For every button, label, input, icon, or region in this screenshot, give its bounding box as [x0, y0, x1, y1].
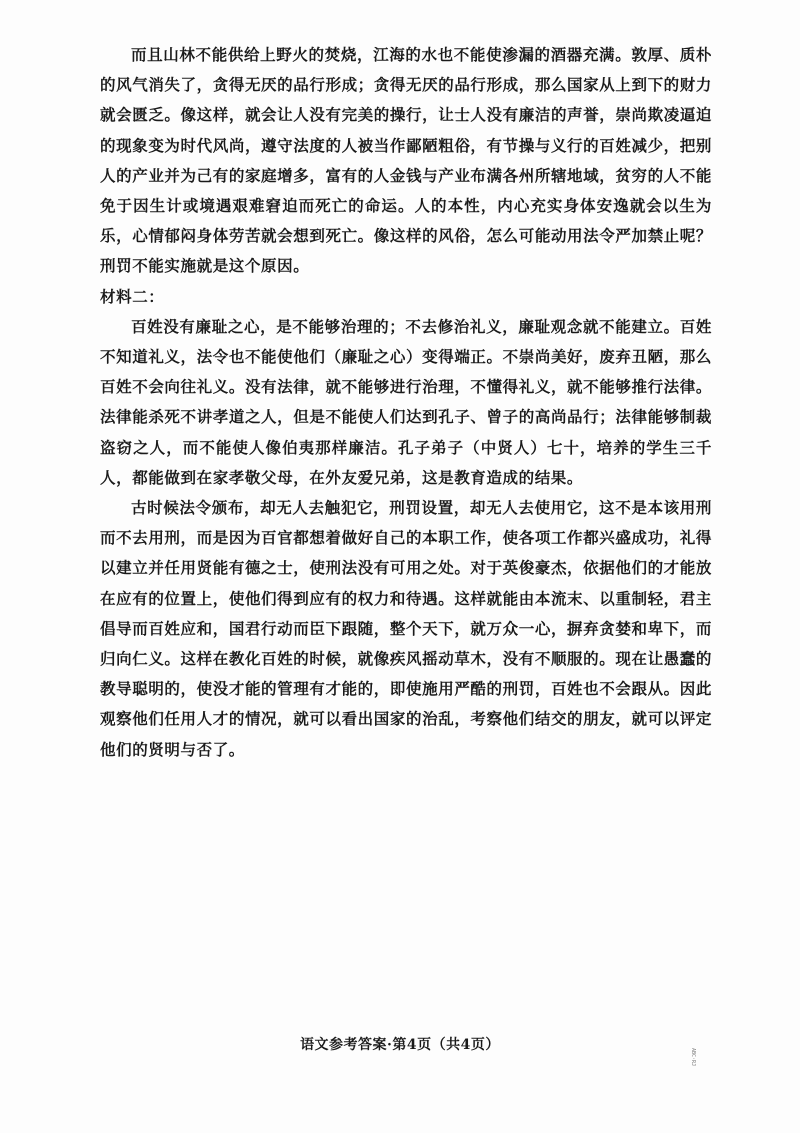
side-stamp: ABC·RJ — [690, 1048, 696, 1067]
paragraph-material-two-1: 百姓没有廉耻之心，是不能够治理的；不去修治礼义，廉耻观念就不能建立。百姓不知道礼义，法令也不能使他们（廉耻之心）变得端正。不崇尚美好，废弃丑陋，那么百姓不会向往礼义。没有法律，就不能够进行治理，不懂得礼义，就不能够推行法律。法律能杀死不讲孝道之人，但是不能使人们达到孔子、曾子的高尚品行；法律能够制裁盗窃之人，而不能使人像伯夷那样廉洁。孔子弟子（中贤人）七十，培养的学生三千人，都能做到在家孝敬父母，在外友爱兄弟，这是教育造成的结果。 — [100, 316, 712, 487]
page-footer: 语文参考答案·第4页（共4页） — [300, 1037, 500, 1053]
paragraph-material-two-2: 古时候法令颁布，却无人去触犯它，刑罚设置，却无人去使用它，这不是本该用刑而不去用刑，而是因为百官都想着做好自己的本职工作，使各项工作都兴盛成功，礼得以建立并任用贤能有德之士，使刑法没有可用之处。对于英俊豪杰，依据他们的才能放在应有的位置上，使他们得到应有的权力和待遇。这样就能由本流末、以重制轻，君主倡导而百姓应和，国君行动而臣下跟随，整个天下，就万众一心，摒弃贪婪和卑下，而归向仁义。这样在教化百姓的时候，就像疾风摇动草木，没有不顺服的。现在让愚蠢的教导聪明的，使没才能的管理有才能的，即使施用严酷的刑罚，百姓也不会跟从。因此观察他们任用人才的情况，就可以看出国家的治乱，考察他们结交的朋友，就可以评定他们的贤明与否了。 — [100, 498, 712, 759]
paragraph-material-one-continued: 而且山林不能供给上野火的焚烧，江海的水也不能使渗漏的酒器充满。敦厚、质朴的风气消失了，贪得无厌的品行形成；贪得无厌的品行形成，那么国家从上到下的财力就会匮乏。像这样，就会让人没有完美的操行，让士人没有廉洁的声誉，崇尚欺凌逼迫的现象变为时代风尚，遵守法度的人被当作鄙陋粗俗，有节操与义行的百姓减少，把别人的产业并为己有的家庭增多，富有的人金钱与产业布满各州所辖地域，贫穷的人不能免于因生计或境遇艰难窘迫而死亡的命运。人的本性，内心充实身体安逸就会以生为乐，心情郁闷身体劳苦就会想到死亡。像这样的风俗，怎么可能动用法令严加禁止呢？刑罚不能实施就是这个原因。 — [100, 45, 712, 276]
document-body — [100, 40, 712, 765]
section-heading-material-two: 材料二： — [100, 286, 165, 306]
